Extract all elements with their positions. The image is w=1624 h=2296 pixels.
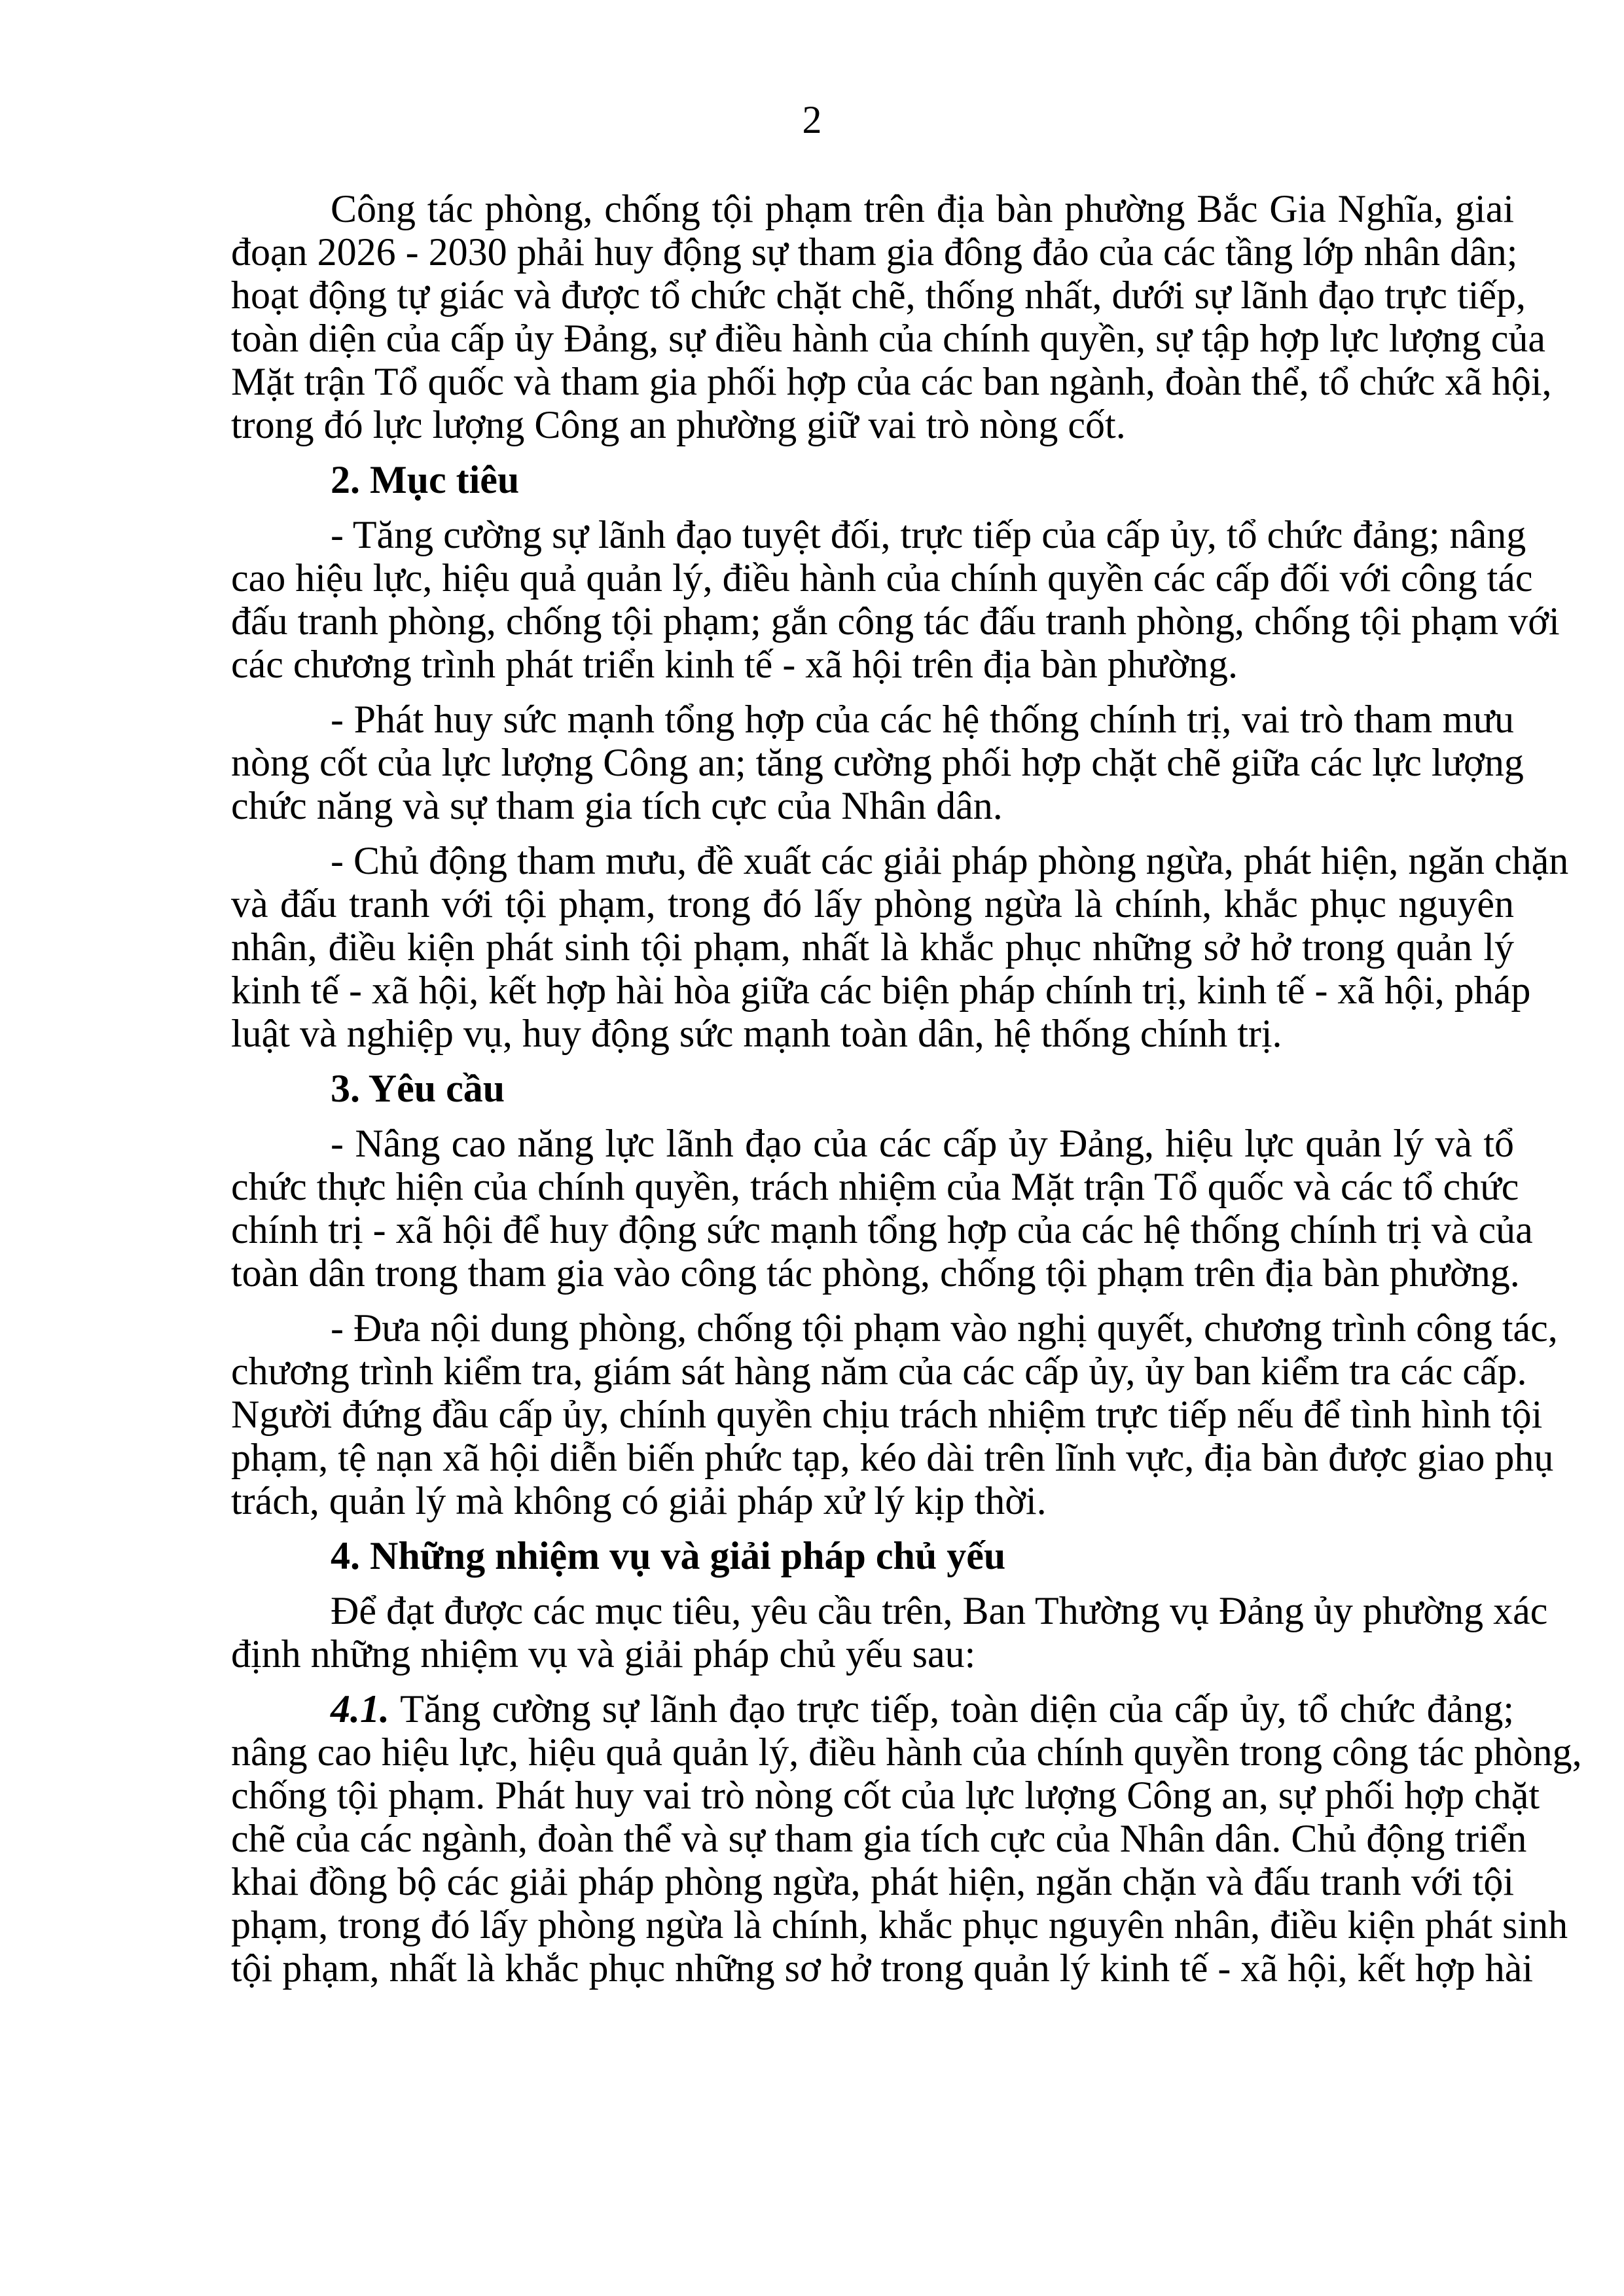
paragraph-intro xyxy=(231,187,1552,446)
text-line: Mặt trận Tổ quốc và tham gia phối hợp của các ban ngành, đoàn thể, tổ chức xã hội, xyxy=(231,360,1552,403)
text-line: chống tội phạm. Phát huy vai trò nòng cốt của lực lượng Công an, sự phối hợp chặt xyxy=(231,1774,1540,1817)
text-line: nâng cao hiệu lực, hiệu quả quản lý, điều hành của chính quyền trong công tác phòng, xyxy=(231,1731,1582,1774)
text-line: chính trị - xã hội để huy động sức mạnh tổng hợp của các hệ thống chính trị và của xyxy=(231,1208,1533,1251)
text-line: chương trình kiểm tra, giám sát hàng năm của các cấp ủy, ủy ban kiểm tra các cấp. xyxy=(231,1350,1527,1393)
item-number: 4.1. xyxy=(331,1687,389,1731)
text-line: toàn diện của cấp ủy Đảng, sự điều hành của chính quyền, sự tập hợp lực lượng của xyxy=(231,317,1545,360)
text-line: - Tăng cường sự lãnh đạo tuyệt đối, trực tiếp của cấp ủy, tổ chức đảng; nâng xyxy=(331,513,1526,556)
text-line: trách, quản lý mà không có giải pháp xử lý kịp thời. xyxy=(231,1479,1047,1522)
section-heading-nhiem-vu-giai-phap: 4. Những nhiệm vụ và giải pháp chủ yếu xyxy=(331,1534,1006,1577)
text-line: kinh tế - xã hội, kết hợp hài hòa giữa các biện pháp chính trị, kinh tế - xã hội, pháp xyxy=(231,969,1531,1012)
text-line: chức thực hiện của chính quyền, trách nhiệm của Mặt trận Tổ quốc và các tổ chức xyxy=(231,1165,1519,1208)
text-line: đấu tranh phòng, chống tội phạm; gắn công tác đấu tranh phòng, chống tội phạm với xyxy=(231,600,1560,643)
paragraph xyxy=(231,698,1524,827)
paragraph xyxy=(231,1589,1548,1676)
text-line: cao hiệu lực, hiệu quả quản lý, điều hành của chính quyền các cấp đối với công tác xyxy=(231,556,1533,600)
text-line: chẽ của các ngành, đoàn thể và sự tham gia tích cực của Nhân dân. Chủ động triển xyxy=(231,1817,1527,1860)
text-line: chức năng và sự tham gia tích cực của Nhân dân. xyxy=(231,784,1003,827)
text-line: các chương trình phát triển kinh tế - xã hội trên địa bàn phường. xyxy=(231,643,1238,686)
text-line: và đấu tranh với tội phạm, trong đó lấy phòng ngừa là chính, khắc phục nguyên xyxy=(231,882,1514,925)
text-line: tội phạm, nhất là khắc phục những sơ hở trong quản lý kinh tế - xã hội, kết hợp hài xyxy=(231,1946,1533,1990)
text-line: Người đứng đầu cấp ủy, chính quyền chịu trách nhiệm trực tiếp nếu để tình hình tội xyxy=(231,1393,1543,1436)
text-line: Để đạt được các mục tiêu, yêu cầu trên, Ban Thường vụ Đảng ủy phường xác xyxy=(331,1589,1548,1632)
text-line: - Chủ động tham mưu, đề xuất các giải pháp phòng ngừa, phát hiện, ngăn chặn xyxy=(331,839,1569,882)
section-heading-yeu-cau: 3. Yêu cầu xyxy=(331,1067,505,1110)
text-line: toàn dân trong tham gia vào công tác phòng, chống tội phạm trên địa bàn phường. xyxy=(231,1251,1520,1295)
item-text: Tăng cường sự lãnh đạo trực tiếp, toàn diện của cấp ủy, tổ chức đảng; xyxy=(389,1687,1514,1731)
text-line xyxy=(231,1687,1514,1731)
text-line: - Phát huy sức mạnh tổng hợp của các hệ thống chính trị, vai trò tham mưu xyxy=(331,698,1514,741)
paragraph xyxy=(231,1306,1558,1522)
text-line: - Nâng cao năng lực lãnh đạo của các cấp ủy Đảng, hiệu lực quản lý và tổ xyxy=(331,1122,1514,1165)
text-line: hoạt động tự giác và được tổ chức chặt chẽ, thống nhất, dưới sự lãnh đạo trực tiếp, xyxy=(231,274,1526,317)
text-line: trong đó lực lượng Công an phường giữ vai trò nòng cốt. xyxy=(231,403,1126,446)
text-line: định những nhiệm vụ và giải pháp chủ yếu sau: xyxy=(231,1632,976,1676)
paragraph xyxy=(231,513,1560,686)
paragraph xyxy=(231,839,1569,1055)
text-line: phạm, trong đó lấy phòng ngừa là chính, khắc phục nguyên nhân, điều kiện phát sinh xyxy=(231,1903,1568,1946)
text-line: nòng cốt của lực lượng Công an; tăng cường phối hợp chặt chẽ giữa các lực lượng xyxy=(231,741,1524,784)
text-line: nhân, điều kiện phát sinh tội phạm, nhất là khắc phục những sở hở trong quản lý xyxy=(231,925,1514,969)
document-body xyxy=(231,187,1582,2001)
text-line: đoạn 2026 - 2030 phải huy động sự tham gia đông đảo của các tầng lớp nhân dân; xyxy=(231,230,1518,274)
text-line: - Đưa nội dung phòng, chống tội phạm vào nghị quyết, chương trình công tác, xyxy=(331,1306,1558,1350)
section-heading-muc-tieu: 2. Mục tiêu xyxy=(331,458,520,501)
text-line: khai đồng bộ các giải pháp phòng ngừa, phát hiện, ngăn chặn và đấu tranh với tội xyxy=(231,1860,1514,1903)
text-line: phạm, tệ nạn xã hội diễn biến phức tạp, kéo dài trên lĩnh vực, địa bàn được giao phụ xyxy=(231,1436,1554,1479)
text-line: Công tác phòng, chống tội phạm trên địa bàn phường Bắc Gia Nghĩa, giai xyxy=(331,187,1514,230)
text-line: luật và nghiệp vụ, huy động sức mạnh toàn dân, hệ thống chính trị. xyxy=(231,1012,1282,1055)
paragraph xyxy=(231,1122,1533,1295)
paragraph-item-4-1 xyxy=(231,1687,1582,1990)
page-number: 2 xyxy=(802,98,822,141)
